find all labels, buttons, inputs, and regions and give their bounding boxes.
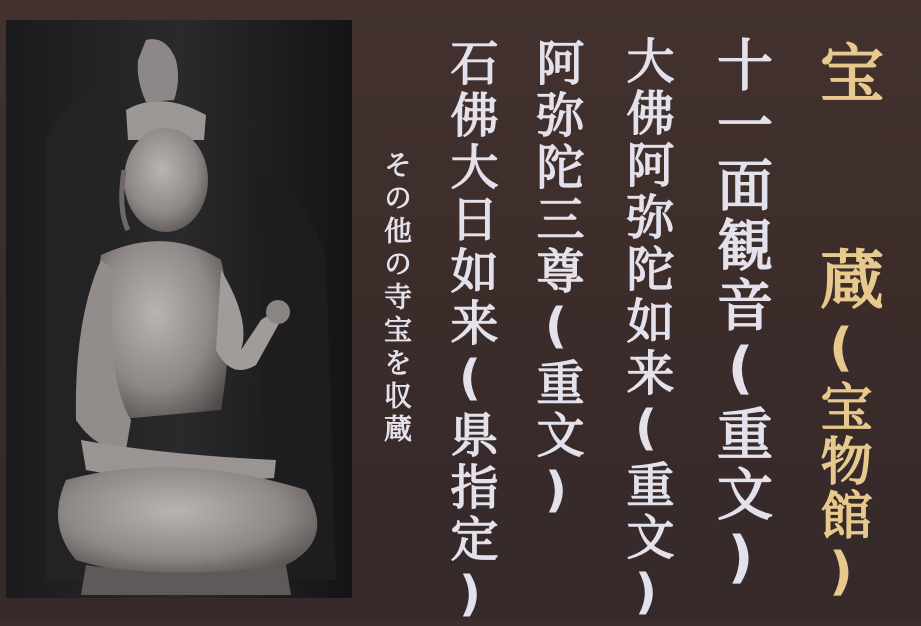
exhibit-designation: (県指定) <box>442 350 498 626</box>
exhibit-name: 阿弥陀三尊 <box>528 38 584 298</box>
exhibit-4 <box>436 38 505 626</box>
exhibit-2 <box>612 36 681 624</box>
exhibit-designation: (重文) <box>618 400 674 624</box>
statue-illustration <box>6 20 352 598</box>
sign-subtitle: (宝物館) <box>811 318 871 604</box>
buddha-statue-photo <box>6 20 352 598</box>
exhibit-1 <box>700 36 780 594</box>
sign-note: その他の寺宝を収蔵 <box>380 150 413 447</box>
exhibit-designation: (重文) <box>528 298 584 522</box>
exhibit-3 <box>522 38 591 522</box>
sign-title: 宝 蔵 <box>809 40 883 344</box>
exhibit-name: 大佛阿弥陀如来 <box>618 36 674 400</box>
exhibit-designation: (重文) <box>708 336 773 594</box>
exhibit-name: 十一面観音 <box>708 36 773 336</box>
exhibit-name: 石佛大日如来 <box>442 38 498 350</box>
